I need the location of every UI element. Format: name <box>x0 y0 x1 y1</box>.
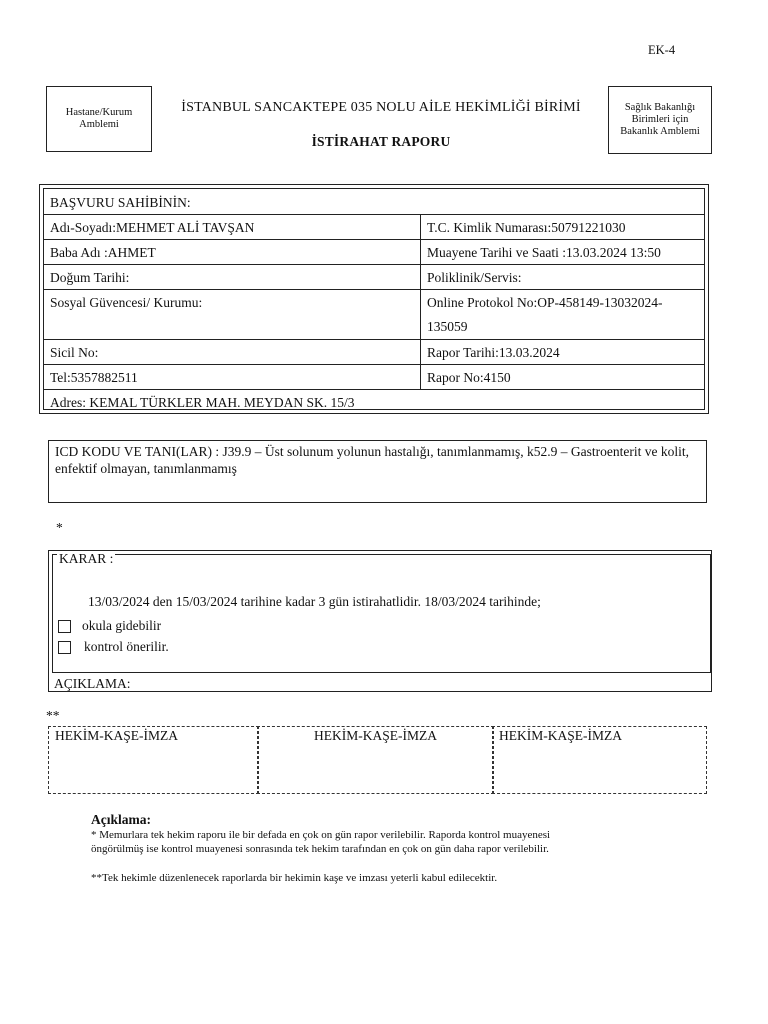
option-school-label: okula gidebilir <box>82 618 162 633</box>
institution-logo-text: Hastane/Kurum Amblemi <box>65 107 133 130</box>
note-line: öngörülmüş ise kontrol muayenesi sonrasında tek hekim tarafından en çok on gün daha rapor verilebilir. <box>91 843 549 855</box>
registry-number: Sicil No: <box>44 339 421 364</box>
table-row <box>44 339 704 365</box>
explanation-label: AÇIKLAMA: <box>54 676 131 691</box>
signature-box-1 <box>48 726 259 794</box>
address: Adres: KEMAL TÜRKLER MAH. MEYDAN SK. 15/3 <box>50 395 355 410</box>
signature-label: HEKİM-KAŞE-İMZA <box>499 728 622 743</box>
icd-diagnosis-box <box>48 440 707 503</box>
signature-label: HEKİM-KAŞE-İMZA <box>55 728 178 743</box>
decision-label: KARAR : <box>59 551 114 566</box>
note-line: * Memurlara tek hekim raporu ile bir defada en çok on gün rapor verilebilir. Raporda kontrol muayenesi <box>91 829 551 841</box>
report-date: Rapor Tarihi:13.03.2024 <box>427 345 560 360</box>
signature-box-2 <box>257 726 494 794</box>
report-number: Rapor No:4150 <box>427 370 511 385</box>
form-code: EK-4 <box>648 43 676 57</box>
table-row <box>44 214 704 240</box>
note-line: **Tek hekimle düzenlenecek raporlarda bir hekimin kaşe ve imzası yeterli kabul edilecektir. <box>91 872 498 884</box>
birth-date: Doğum Tarihi: <box>44 264 421 289</box>
institution-logo-placeholder <box>46 86 152 152</box>
father-name: Baba Adı :AHMET <box>44 239 421 264</box>
applicant-name: Adı-Soyadı:MEHMET ALİ TAVŞAN <box>44 214 421 239</box>
exam-datetime: Muayene Tarihi ve Saati :13.03.2024 13:50 <box>427 245 661 260</box>
decision-text: 13/03/2024 den 15/03/2024 tarihine kadar 3 gün istirahatlidir. 18/03/2024 tarihinde; <box>88 594 541 609</box>
footnote-marker: * <box>56 520 63 535</box>
decision-inner-frame <box>52 554 711 673</box>
ministry-logo-placeholder <box>608 86 712 154</box>
signature-box-3 <box>492 726 707 794</box>
clinic: Poliklinik/Servis: <box>427 270 522 285</box>
phone: Tel:5357882511 <box>44 364 421 389</box>
option-control-label: kontrol önerilir. <box>84 639 169 654</box>
school-checkbox[interactable] <box>58 620 71 633</box>
icd-diagnosis-text: ICD KODU VE TANI(LAR) : J39.9 – Üst solunum yolunun hastalığı, tanımlanmamış, k52.9 – Gastroenterit ve kolit, enfektif olmayan, tanımlanmamış <box>55 444 689 476</box>
footnote-marker-double: ** <box>46 708 60 723</box>
tc-number: T.C. Kimlik Numarası:50791221030 <box>427 220 626 235</box>
applicant-info-table <box>39 184 709 414</box>
table-row <box>44 189 704 215</box>
signature-label: HEKİM-KAŞE-İMZA <box>314 728 437 743</box>
table-row <box>44 239 704 265</box>
social-security: Sosyal Güvencesi/ Kurumu: <box>44 289 421 339</box>
table-row <box>44 289 704 340</box>
protocol-number: Online Protokol No:OP-458149-13032024-135059 <box>427 295 663 334</box>
notes-title: Açıklama: <box>91 812 151 827</box>
ministry-logo-text: Sağlık Bakanlığı Birimleri için Bakanlık Amblemi <box>620 102 700 137</box>
table-row <box>44 364 704 390</box>
control-checkbox[interactable] <box>58 641 71 654</box>
page-title: İSTANBUL SANCAKTEPE 035 NOLU AİLE HEKİMLİĞİ BİRİMİ <box>181 100 581 115</box>
option-school <box>58 618 161 634</box>
table-row <box>44 389 704 413</box>
table-row <box>44 264 704 290</box>
option-control <box>58 639 169 655</box>
report-title: İSTİRAHAT RAPORU <box>311 134 451 149</box>
section-label: BAŞVURU SAHİBİNİN: <box>50 195 191 210</box>
